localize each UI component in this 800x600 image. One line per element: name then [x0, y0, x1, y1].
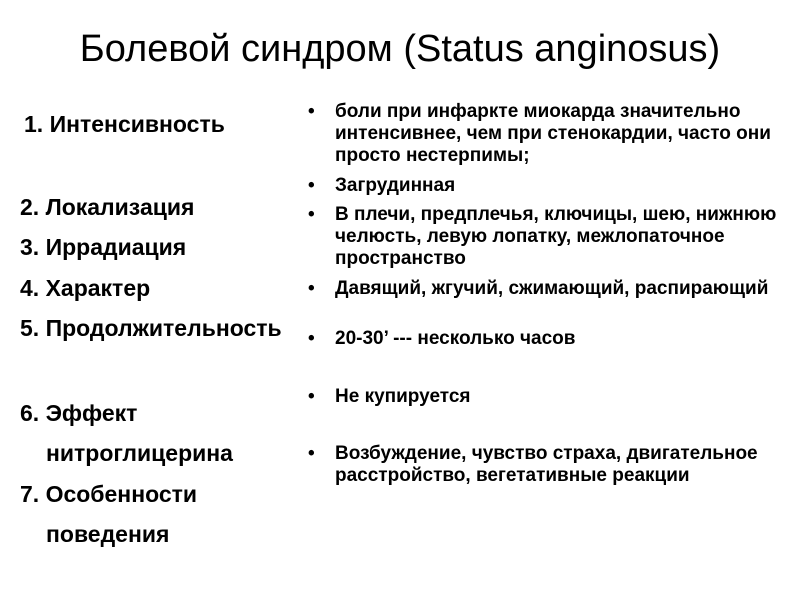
- bullet-marker: •: [308, 101, 315, 122]
- bullet-text: боли при инфаркте миокарда значительно интенсивнее, чем при стенокардии, часто они просто нестерпимы;: [335, 101, 771, 166]
- criterion-irradiation: 3. Иррадиация: [20, 234, 187, 260]
- bullet-text: Не купируется: [335, 386, 471, 407]
- bullet-text: Загрудинная: [335, 175, 456, 196]
- bullet-text: Возбуждение, чувство страха, двигательное расстройство, вегетативные реакции: [335, 443, 758, 486]
- criterion-nitro-effect-cont: нитроглицерина: [46, 440, 233, 466]
- bullet-text: 20-30’ --- несколько часов: [335, 328, 576, 349]
- criterion-character: 4. Характер: [20, 275, 151, 301]
- slide-title: Болевой синдром (Status anginosus): [79, 28, 721, 70]
- bullet-marker: •: [308, 328, 315, 349]
- criterion-behavior: 7. Особенности: [20, 481, 198, 507]
- criterion-nitro-effect: 6. Эффект: [20, 400, 138, 426]
- bullet-marker: •: [308, 443, 315, 464]
- criterion-duration: 5. Продолжительность: [20, 315, 282, 341]
- bullet-text: Давящий, жгучий, сжимающий, распирающий: [335, 278, 769, 299]
- criterion-localization: 2. Локализация: [20, 194, 195, 220]
- bullet-marker: •: [308, 175, 315, 196]
- bullet-marker: •: [308, 204, 315, 225]
- bullet-marker: •: [308, 278, 315, 299]
- criterion-intensity: 1. Интенсивность: [24, 111, 225, 137]
- criterion-behavior-cont: поведения: [46, 521, 170, 547]
- bullet-marker: •: [308, 386, 315, 407]
- bullet-text: В плечи, предплечья, ключицы, шею, нижнюю челюсть, левую лопатку, межлопаточное пространство: [335, 204, 777, 269]
